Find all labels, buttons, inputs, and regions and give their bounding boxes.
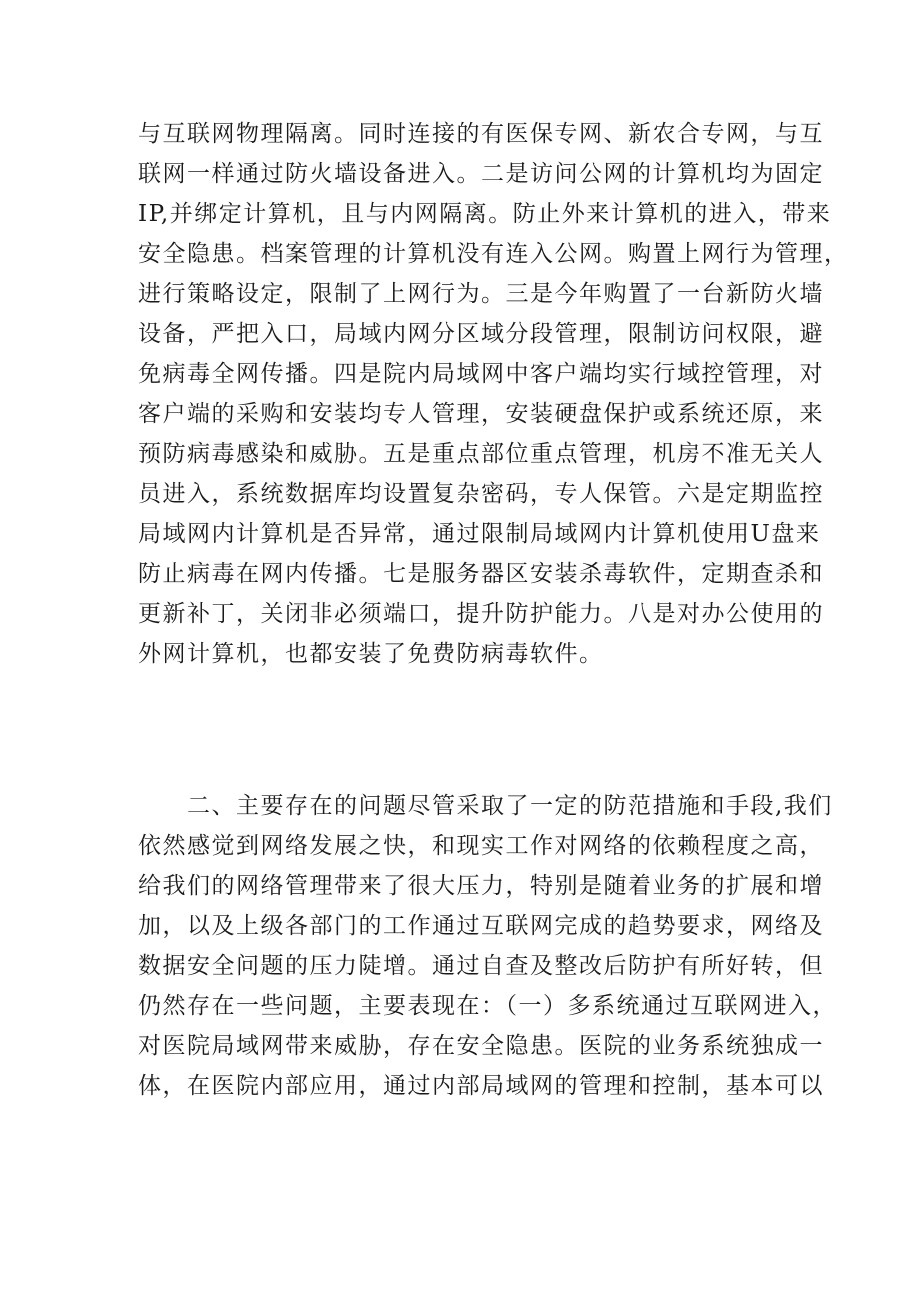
text-line: 安全隐患。档案管理的计算机没有连入公网。购置上网行为管理， [138,241,849,267]
text-line: 对医院局域网带来威胁，存在安全隐患。医院的业务系统独成一 [138,1033,824,1059]
text-line: 客户端的采购和安装均专人管理，安装硬盘保护或系统还原，来 [138,401,824,427]
text-line: 数据安全问题的压力陡增。通过自查及整改后防护有所好转，但 [138,953,824,979]
text-line: IP,并绑定计算机，且与内网隔离。防止外来计算机的进入，带来 [138,201,832,227]
body-paragraph-1 [138,114,849,674]
text-line: 依然感觉到网络发展之快，和现实工作对网络的依赖程度之高， [138,833,824,859]
text-line: 与互联网物理隔离。同时连接的有医保专网、新农合专网，与互 [138,121,824,147]
text-line: 二、主要存在的问题尽管采取了一定的防范措施和手段,我们 [138,793,833,819]
text-line: 更新补丁，关闭非必须端口，提升防护能力。八是对办公使用的 [138,601,824,627]
text-line: 员进入，系统数据库均设置复杂密码，专人保管。六是定期监控 [138,481,824,507]
text-line: 体，在医院内部应用，通过内部局域网的管理和控制，基本可以 [138,1073,824,1099]
text-line: 仍然存在一些问题，主要表现在：（一）多系统通过互联网进入， [138,993,837,1019]
body-paragraph-2 [138,786,837,1106]
text-line: 预防病毒感染和威胁。五是重点部位重点管理，机房不准无关人 [138,441,824,467]
text-line: 给我们的网络管理带来了很大压力，特别是随着业务的扩展和增 [138,873,824,899]
text-line: 局域网内计算机是否异常，通过限制局域网内计算机使用U盘来 [138,521,821,547]
text-line: 加，以及上级各部门的工作通过互联网完成的趋势要求，网络及 [138,913,824,939]
text-line: 联网一样通过防火墙设备进入。二是访问公网的计算机均为固定 [138,161,824,187]
text-line: 进行策略设定，限制了上网行为。三是今年购置了一台新防火墙 [138,281,824,307]
text-line: 免病毒全网传播。四是院内局域网中客户端均实行域控管理，对 [138,361,824,387]
text-line: 防止病毒在网内传播。七是服务器区安装杀毒软件，定期查杀和 [138,561,824,587]
text-line: 外网计算机，也都安装了免费防病毒软件。 [138,641,604,667]
text-line: 设备，严把入口，局域内网分区域分段管理，限制访问权限，避 [138,321,824,347]
